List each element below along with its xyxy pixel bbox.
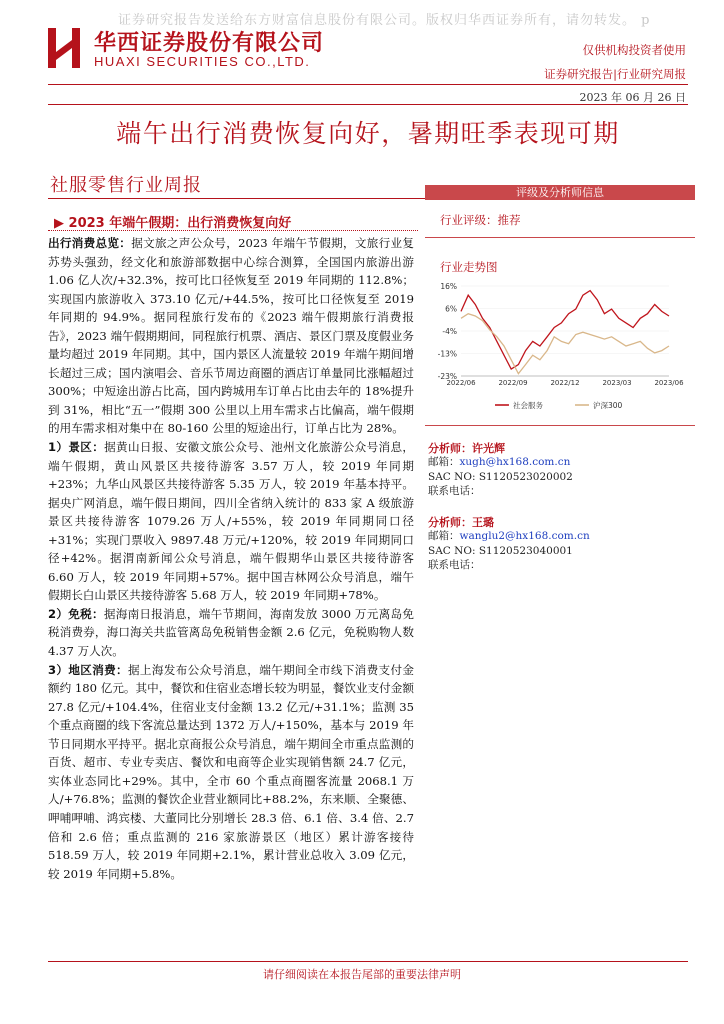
huaxi-logo-icon <box>46 26 82 70</box>
watermark: 证券研究报告发送给东方财富信息股份有限公司。版权归华西证券所有，请勿转发。 p <box>118 13 651 28</box>
paragraph-overview <box>48 234 414 438</box>
email-label: 邮箱： <box>428 456 460 468</box>
analyst-2-email-link[interactable]: wanglu2@hx168.com.cn <box>459 530 590 542</box>
y-tick-label: 16% <box>440 282 457 291</box>
report-date: 2023 年 06 月 26 日 <box>579 91 686 104</box>
sidebar-heading: 评级及分析师信息 <box>425 185 695 200</box>
rating-value: 推荐 <box>497 213 521 227</box>
analyst-1-phone: 联系电话： <box>428 485 481 497</box>
analyst-1-name: 分析师：许光辉 <box>428 442 505 455</box>
paragraph-text: 据海南日报消息，端午节期间，海南发放 3000 万元离岛免税消费券，海口海关共监管离岛免税销售金额 2.6 亿元，免税购物人数 4.37 万人次。 <box>48 606 414 659</box>
report-type: 证券研究报告|行业研究周报 <box>544 67 686 81</box>
x-tick-label: 2022/09 <box>498 379 528 387</box>
divider <box>48 961 688 962</box>
paragraph-text: 据黄山日报、安徽文旅公众号、池州文化旅游公众号消息，端午假期，黄山风景区共接待游客 3.57 万人，较 2019 年同期+23%；九华山风景区共接待游客 5.35 万人，较 2019 年基本持平。据央广网消息，端午假日期间，四川全省纳入统计的 833 家 A 级旅游景区共接待游客 1079.26 万人/+55%，较 2019 年同期同口径+31%；实现门票收入 9897.48 万元/+120%，较 2019 年同期同口径+42%。据渭南新闻公众号消息，端午假期华山景区共接待游客 6.60 万人，较 2019 年同期+57%。据中国吉林网公众号消息，端午假期长白山景区共接待游客 5.68 万人，较 2019 年同期+78%。 <box>48 440 414 603</box>
divider <box>48 198 426 199</box>
analyst-1-info <box>428 455 573 499</box>
audience-note: 仅供机构投资者使用 <box>582 43 686 57</box>
analyst-2-name: 分析师：王璐 <box>428 516 494 529</box>
x-tick-label: 2022/12 <box>550 379 580 387</box>
legal-notice: 请仔细阅读在本报告尾部的重要法律声明 <box>263 968 461 981</box>
paragraph-label: 3）地区消费： <box>48 662 128 677</box>
paragraph-label: 2）免税： <box>48 606 104 621</box>
section-heading-text: 2023 年端午假期：出行消费恢复向好 <box>68 216 292 231</box>
y-tick-label: -13% <box>437 349 457 359</box>
y-tick-label: -4% <box>442 327 457 336</box>
series-line-index <box>461 314 669 374</box>
x-tick-label: 2022/06 <box>446 379 476 387</box>
y-tick-label: 6% <box>445 304 457 314</box>
analyst-2-email-row <box>428 529 590 544</box>
paragraph-label: 出行消费总览： <box>48 236 132 250</box>
company-name-en: HUAXI SECURITIES CO.,LTD. <box>94 54 311 69</box>
email-label: 邮箱： <box>428 530 460 542</box>
divider <box>425 425 695 426</box>
paragraph-scenic <box>48 438 414 605</box>
rating-label: 行业评级： <box>440 213 498 227</box>
divider <box>48 84 688 85</box>
divider <box>48 230 418 232</box>
divider <box>425 237 695 238</box>
y-tick-label: -23% <box>437 372 457 381</box>
legend-label: 社会服务 <box>513 401 543 410</box>
paragraph-label: 1）景区： <box>48 440 105 455</box>
analyst-2-phone: 联系电话： <box>428 559 481 571</box>
x-tick-label: 2023/03 <box>602 379 632 387</box>
paragraph-text: 据上海发布公众号消息，端午期间全市线下消费支付金额约 180 亿元。其中，餐饮和住宿业态增长较为明显，餐饮业支付金额 27.8 亿元/+104.4%，住宿业支付金额 13.2 亿元/+31.1%；监测 35 个重点商圈的线下客流总量达到 1372 万人/+150%，基本与 2019 年节日同期水平持平。据北京商报公众号消息，端午期间全市重点监测的百货、超市、专业专卖店、餐饮和电商等企业实现销售额 24.7 亿元，实体业态同比+29%。其中，全市 60 个重点商圈客流量 2068.1 万人/+76.8%；监测的餐饮企业营业额同比+88.2%，东来顺、全聚德、呷哺呷哺、鸿宾楼、大董同比分别增长 28.3 倍、6.1 倍、3.4 倍、2.7 倍和 2.6 倍；重点监测的 216 家旅游景区（地区）累计游客接待 518.59 万人，较 2019 年同期+2.1%，累计营业总收入 3.09 亿元，较 2019 年同期+5.8%。 <box>48 662 414 881</box>
paragraph-regional <box>48 661 414 884</box>
triangle-marker-icon: ▶ <box>54 216 64 231</box>
report-subtitle: 社服零售行业周报 <box>50 175 202 196</box>
report-body <box>48 234 414 883</box>
analyst-2-info <box>428 529 590 573</box>
trend-chart-title: 行业走势图 <box>440 260 498 274</box>
x-tick-label: 2023/06 <box>654 379 684 387</box>
divider <box>48 104 688 105</box>
industry-rating <box>440 212 521 228</box>
analyst-2-sac: SAC NO: S1120523040001 <box>428 544 573 557</box>
company-name-cn: 华西证券股份有限公司 <box>94 31 325 56</box>
legend-label: 沪深300 <box>593 401 623 410</box>
analyst-1-email-row <box>428 455 573 470</box>
section-heading <box>54 212 291 231</box>
analyst-1-sac: SAC NO: S1120523020002 <box>428 470 573 483</box>
report-title: 端午出行消费恢复向好，暑期旺季表现可期 <box>116 119 620 148</box>
series-line-industry <box>461 291 669 370</box>
trend-chart <box>425 278 695 418</box>
paragraph-text: 据文旅之声公众号，2023 年端午节假期，文旅行业复苏势头强劲，经文化和旅游部数据中心综合测算，全国国内旅游出游 1.06 亿人次/+32.3%，按可比口径恢复至 2019 年同期的 112.8%；实现国内旅游收入 373.10 亿元/+44.5%，按可比口径恢复至 2019 年同期的 94.9%。据同程旅行发布的《2023 端午假期旅行消费报告》，2023 端午假期期间，同程旅行机票、酒店、景区门票及度假业务量均超过 2019 年同期。其中，国内景区人流量较 2019 年端午期间增长超过三成；国内演唱会、音乐节周边商圈的酒店订单量同比涨幅超过 300%；中短途出游占比高，国内跨城用车订单占比由去年的 18%提升到 31%，相比“五一”假期 300 公里以上用车需求占比偏高，端午假期的用车需求相对集中在 80-160 公里的短途出行，订单占比为 28%。 <box>48 236 414 436</box>
analyst-1-email-link[interactable]: xugh@hx168.com.cn <box>459 456 571 468</box>
paragraph-dutyfree <box>48 605 414 661</box>
